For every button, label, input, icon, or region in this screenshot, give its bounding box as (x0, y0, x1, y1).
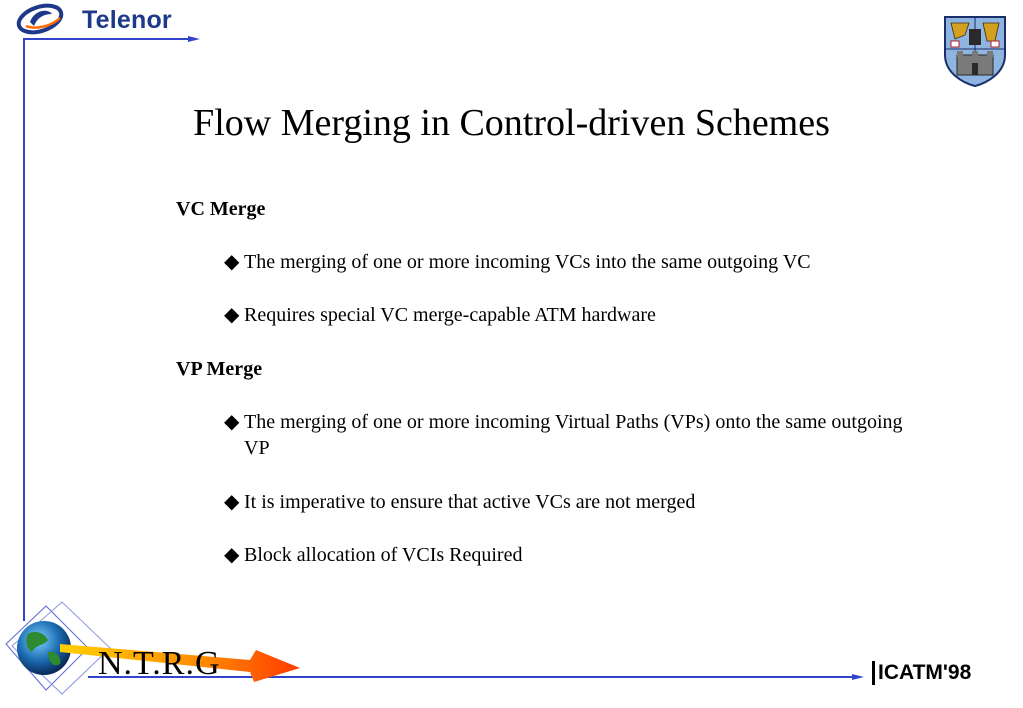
diamond-bullet-icon: ◆ (224, 491, 240, 513)
page-title: Flow Merging in Control-driven Schemes (193, 102, 830, 144)
bullet-item (224, 249, 914, 275)
top-rule-arrow-icon (188, 34, 200, 44)
diamond-bullet-icon: ◆ (224, 411, 240, 433)
diamond-bullet-icon: ◆ (224, 544, 240, 566)
bullet-item (224, 542, 914, 568)
bullet-item (224, 489, 914, 515)
top-rule (24, 38, 192, 40)
university-crest-icon (943, 15, 1007, 87)
diamond-bullet-icon: ◆ (224, 304, 240, 326)
bullet-text: The merging of one or more incoming Virtual Paths (VPs) onto the same outgoing VP (244, 411, 903, 459)
bullet-item (224, 302, 914, 328)
icatm-divider (872, 661, 875, 685)
ntrg-logo-text: N.T.R.G (98, 645, 221, 682)
section-heading-vp-merge: VP Merge (176, 358, 263, 380)
section-heading-vc-merge: VC Merge (176, 198, 266, 220)
bullet-item (224, 409, 914, 461)
bottom-rule-arrow-icon (852, 672, 864, 682)
telenor-logo-text: Telenor (82, 6, 172, 34)
bullet-text: Requires special VC merge-capable ATM hardware (244, 304, 656, 326)
bullet-text: The merging of one or more incoming VCs into the same outgoing VC (244, 251, 811, 273)
bullet-text: Block allocation of VCIs Required (244, 544, 523, 566)
conference-label: ICATM'98 (878, 661, 972, 684)
diamond-bullet-icon: ◆ (224, 251, 240, 273)
bullet-text: It is imperative to ensure that active VCs are not merged (244, 491, 696, 513)
